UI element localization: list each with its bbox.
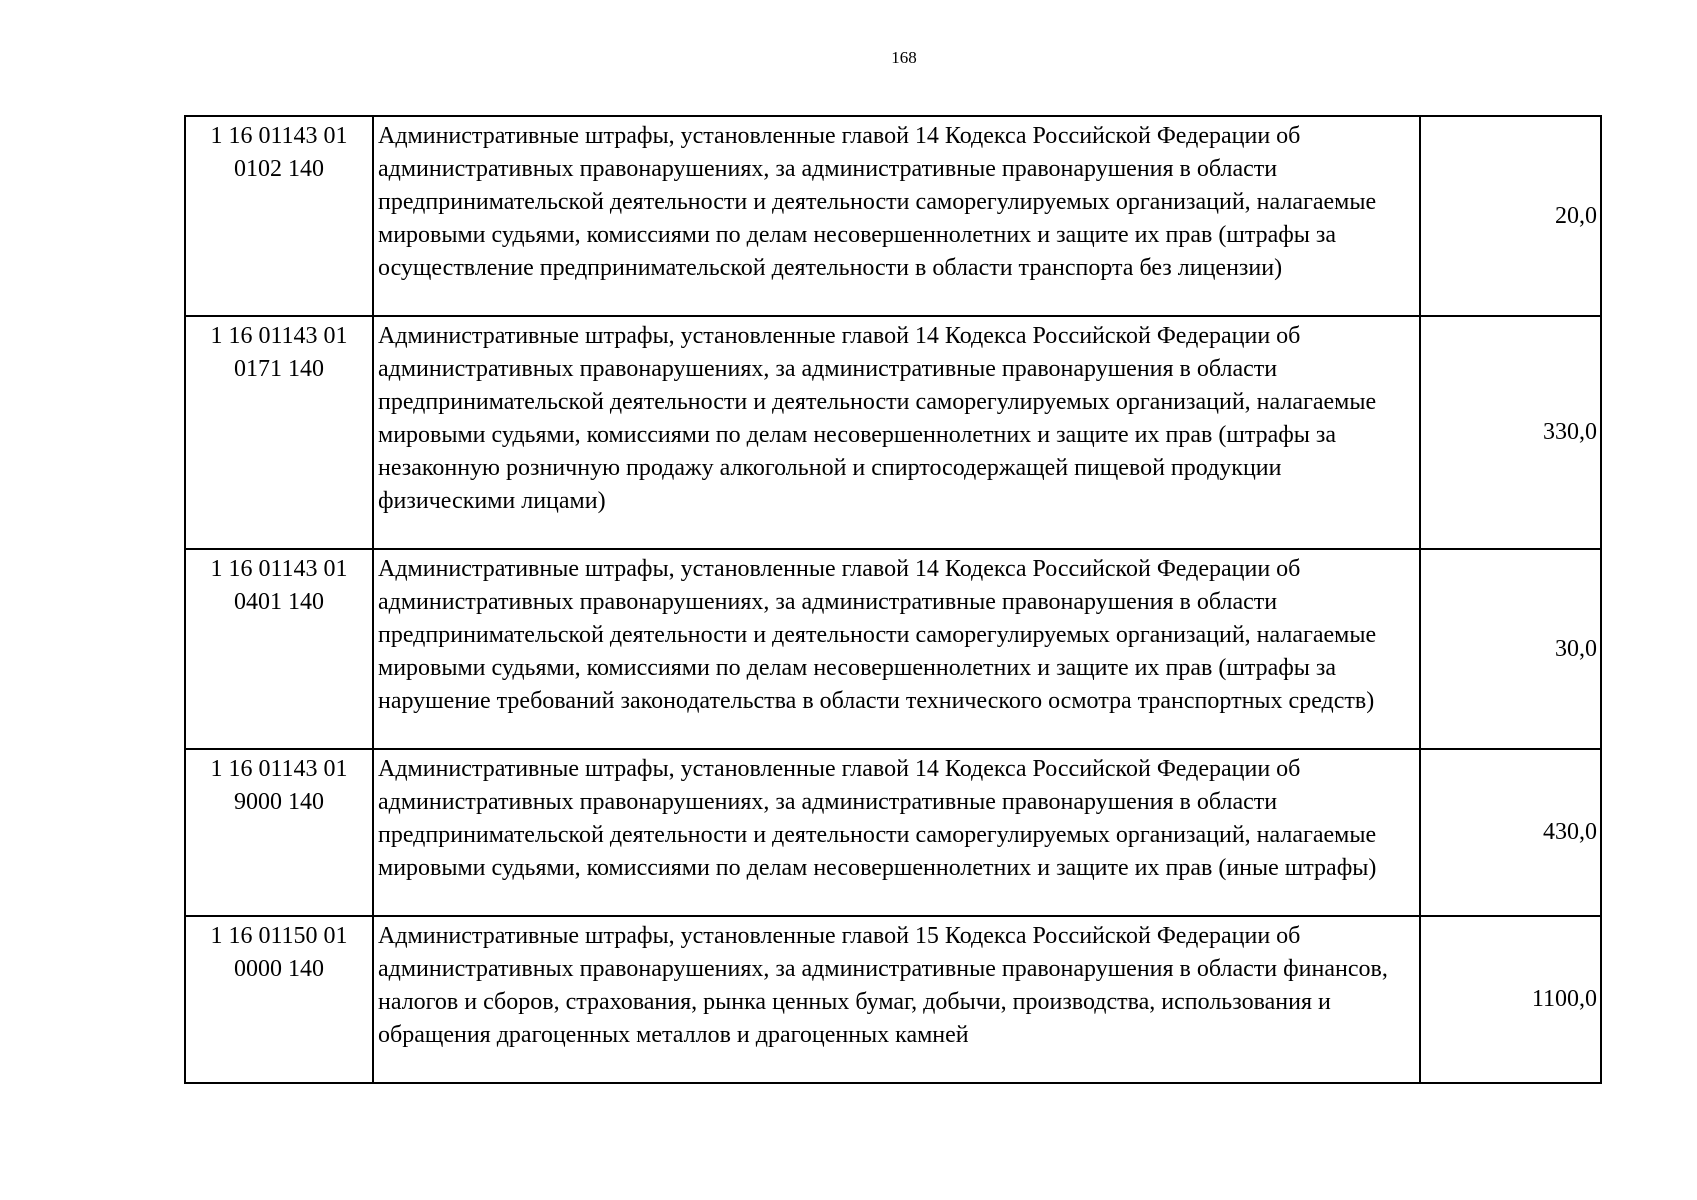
description-cell: Административные штрафы, установленные главой 14 Кодекса Российской Федерации об административных правонарушениях, за административные правонарушения в области предпринимательской деятельности и деятельности саморегулируемых организаций, налагаемые мировыми судьями, комиссиями по делам несовершеннолетних и защите их прав (иные штрафы) bbox=[373, 749, 1420, 916]
amount-cell: 30,0 bbox=[1420, 549, 1601, 749]
amount-cell: 20,0 bbox=[1420, 116, 1601, 316]
description-cell: Административные штрафы, установленные главой 14 Кодекса Российской Федерации об административных правонарушениях, за административные правонарушения в области предпринимательской деятельности и деятельности саморегулируемых организаций, налагаемые мировыми судьями, комиссиями по делам несовершеннолетних и защите их прав (штрафы за осуществление предпринимательской деятельности в области транспорта без лицензии) bbox=[373, 116, 1420, 316]
budget-code-cell: 1 16 01143 01 0171 140 bbox=[185, 316, 373, 549]
table-row bbox=[185, 749, 1601, 916]
table-row bbox=[185, 916, 1601, 1083]
table-row bbox=[185, 549, 1601, 749]
page-number: 168 bbox=[891, 48, 917, 67]
budget-code-cell: 1 16 01143 01 0102 140 bbox=[185, 116, 373, 316]
description-cell: Административные штрафы, установленные главой 15 Кодекса Российской Федерации об административных правонарушениях, за административные правонарушения в области финансов, налогов и сборов, страхования, рынка ценных бумаг, добычи, производства, использования и обращения драгоценных металлов и драгоценных камней bbox=[373, 916, 1420, 1083]
budget-code-cell: 1 16 01143 01 9000 140 bbox=[185, 749, 373, 916]
description-cell: Административные штрафы, установленные главой 14 Кодекса Российской Федерации об административных правонарушениях, за административные правонарушения в области предпринимательской деятельности и деятельности саморегулируемых организаций, налагаемые мировыми судьями, комиссиями по делам несовершеннолетних и защите их прав (штрафы за нарушение требований законодательства в области технического осмотра транспортных средств) bbox=[373, 549, 1420, 749]
budget-code-cell: 1 16 01143 01 0401 140 bbox=[185, 549, 373, 749]
description-cell: Административные штрафы, установленные главой 14 Кодекса Российской Федерации об административных правонарушениях, за административные правонарушения в области предпринимательской деятельности и деятельности саморегулируемых организаций, налагаемые мировыми судьями, комиссиями по делам несовершеннолетних и защите их прав (штрафы за незаконную розничную продажу алкогольной и спиртосодержащей пищевой продукции физическими лицами) bbox=[373, 316, 1420, 549]
revenue-table bbox=[184, 115, 1602, 1084]
amount-cell: 430,0 bbox=[1420, 749, 1601, 916]
table-row bbox=[185, 116, 1601, 316]
amount-cell: 330,0 bbox=[1420, 316, 1601, 549]
amount-cell: 1100,0 bbox=[1420, 916, 1601, 1083]
budget-code-cell: 1 16 01150 01 0000 140 bbox=[185, 916, 373, 1083]
table-row bbox=[185, 316, 1601, 549]
